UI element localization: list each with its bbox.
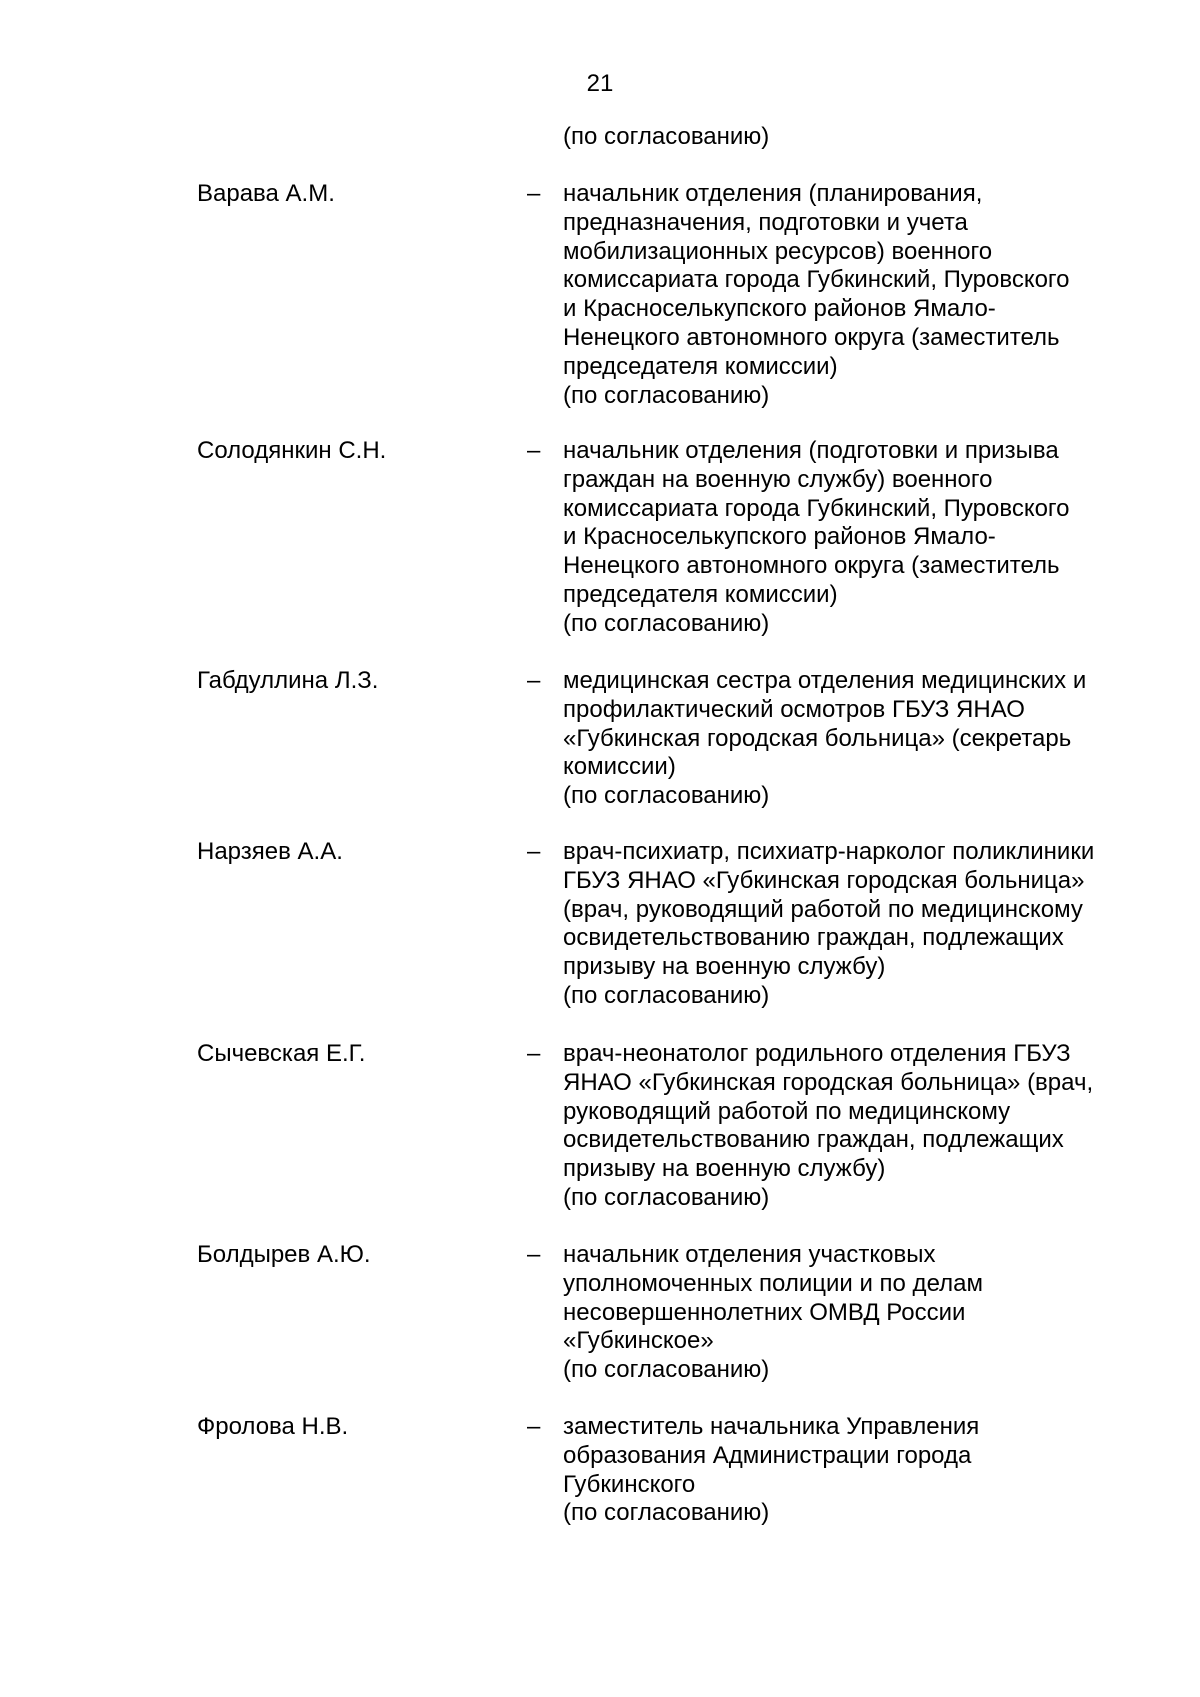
- description-line: образования Администрации города: [563, 1441, 972, 1469]
- description-line: (врач, руководящий работой по медицинскому: [563, 895, 1083, 923]
- member-name: Варава А.М.: [197, 180, 335, 207]
- description-line: несовершеннолетних ОМВД России: [563, 1298, 966, 1326]
- description-line: (по согласованию): [563, 381, 770, 409]
- description-line: призыву на военную службу): [563, 953, 886, 981]
- description-line: заместитель начальника Управления: [563, 1413, 980, 1440]
- description-line: и Красноселькупского районов Ямало-: [563, 295, 996, 323]
- member-description: [563, 437, 1163, 639]
- description-line: председателя комиссии): [563, 580, 838, 608]
- description-line: уполномоченных полиции и по делам: [563, 1269, 983, 1297]
- member-description: [563, 1040, 1163, 1213]
- description-line: комиссариата города Губкинский, Пуровского: [563, 494, 1070, 522]
- description-line: председателя комиссии): [563, 352, 838, 380]
- description-line: «Губкинская городская больница» (секретарь: [563, 724, 1072, 752]
- description-line: медицинская сестра отделения медицинских и: [563, 667, 1087, 694]
- description-line: Губкинского: [563, 1470, 696, 1498]
- description-line: профилактический осмотров ГБУЗ ЯНАО: [563, 695, 1025, 723]
- member-description: [563, 1413, 1163, 1528]
- description-line: (по согласованию): [563, 1499, 770, 1527]
- top-note: (по согласованию): [563, 123, 770, 150]
- description-line: Ненецкого автономного округа (заместитель: [563, 323, 1060, 351]
- member-description: [563, 667, 1163, 811]
- description-line: начальник отделения (подготовки и призыва: [563, 437, 1059, 464]
- dash-separator: –: [527, 1241, 541, 1268]
- description-line: врач-психиатр, психиатр-нарколог поликлиники: [563, 838, 1095, 865]
- description-line: предназначения, подготовки и учета: [563, 208, 968, 236]
- member-description: [563, 180, 1163, 410]
- description-line: комиссии): [563, 753, 676, 781]
- member-description: [563, 838, 1163, 1011]
- dash-separator: –: [527, 1413, 541, 1440]
- description-line: и Красноселькупского районов Ямало-: [563, 523, 996, 551]
- description-line: призыву на военную службу): [563, 1155, 886, 1183]
- description-line: освидетельствованию граждан, подлежащих: [563, 1126, 1064, 1154]
- description-line: «Губкинское»: [563, 1327, 714, 1355]
- description-line: (по согласованию): [563, 1356, 770, 1384]
- dash-separator: –: [527, 838, 541, 865]
- dash-separator: –: [527, 667, 541, 694]
- member-name: Болдырев А.Ю.: [197, 1241, 371, 1268]
- member-name: Нарзяев А.А.: [197, 838, 343, 865]
- member-description: [563, 1241, 1163, 1385]
- description-line: врач-неонатолог родильного отделения ГБУЗ: [563, 1040, 1071, 1067]
- description-line: руководящий работой по медицинскому: [563, 1097, 1011, 1125]
- description-line: комиссариата города Губкинский, Пуровского: [563, 266, 1070, 294]
- description-line: начальник отделения участковых: [563, 1241, 936, 1268]
- description-line: (по согласованию): [563, 1183, 770, 1211]
- description-line: ГБУЗ ЯНАО «Губкинская городская больница»: [563, 866, 1085, 894]
- description-line: мобилизационных ресурсов) военного: [563, 237, 993, 265]
- description-line: освидетельствованию граждан, подлежащих: [563, 924, 1064, 952]
- description-line: ЯНАО «Губкинская городская больница» (врач,: [563, 1068, 1094, 1096]
- member-name: Фролова Н.В.: [197, 1413, 349, 1440]
- dash-separator: –: [527, 1040, 541, 1067]
- description-line: (по согласованию): [563, 609, 770, 637]
- description-line: (по согласованию): [563, 981, 770, 1009]
- dash-separator: –: [527, 180, 541, 207]
- dash-separator: –: [527, 437, 541, 464]
- description-line: (по согласованию): [563, 782, 770, 810]
- member-name: Сычевская Е.Г.: [197, 1040, 366, 1067]
- description-line: Ненецкого автономного округа (заместитель: [563, 552, 1060, 580]
- description-line: граждан на военную службу) военного: [563, 465, 993, 493]
- page-number: 21: [586, 70, 614, 97]
- description-line: начальник отделения (планирования,: [563, 180, 983, 207]
- member-name: Габдуллина Л.З.: [197, 667, 379, 694]
- member-name: Солодянкин С.Н.: [197, 437, 387, 464]
